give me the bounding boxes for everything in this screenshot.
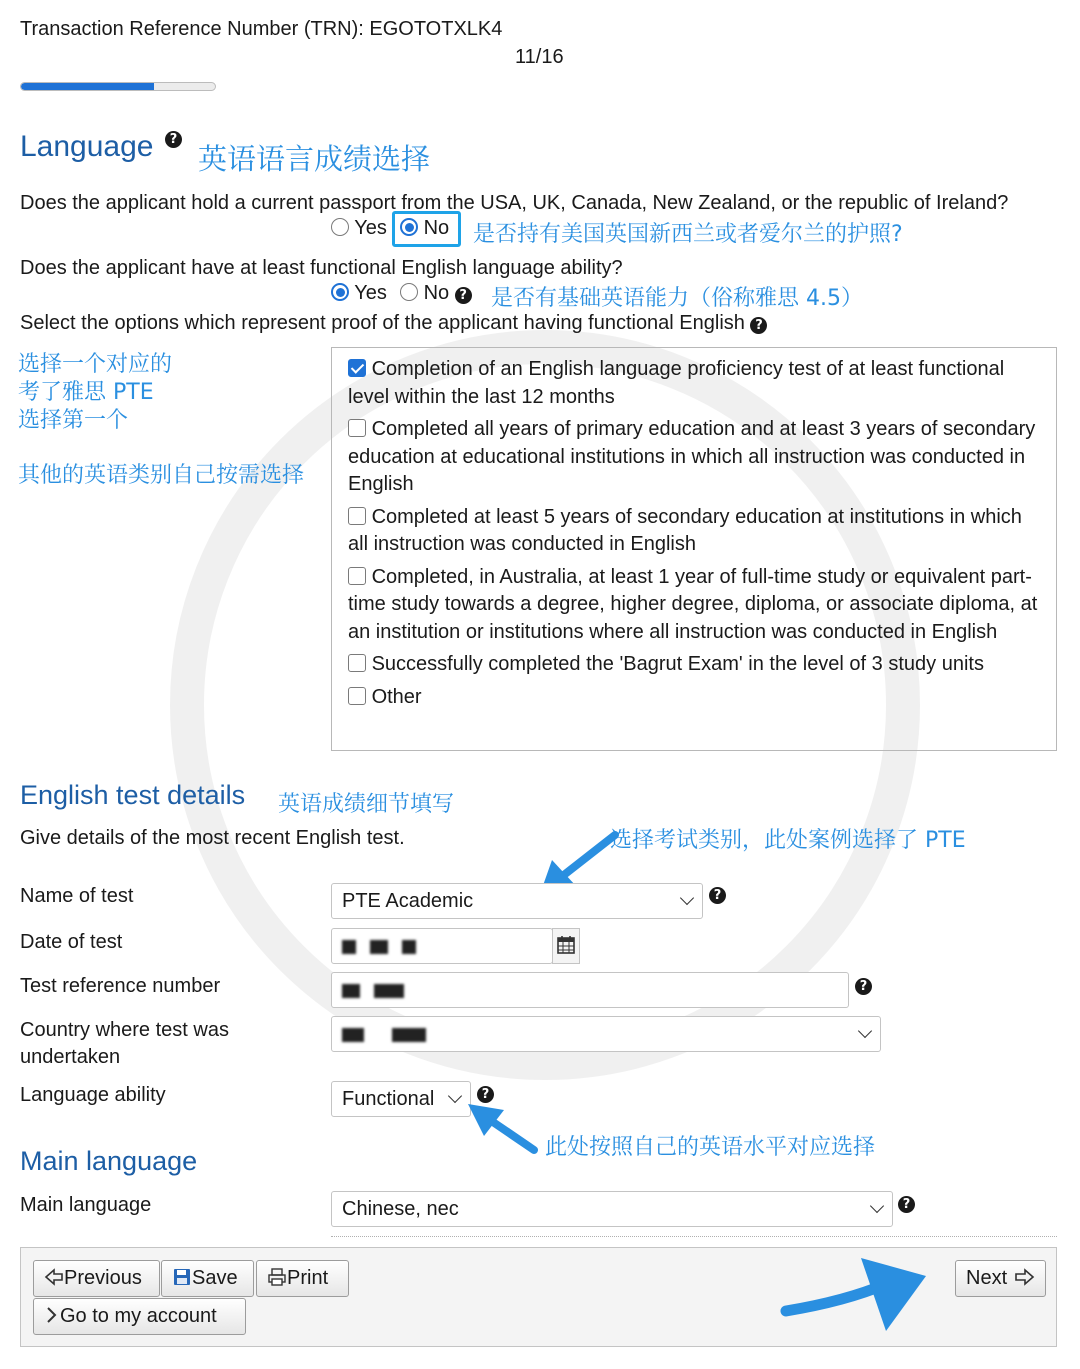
redacted-text — [374, 984, 404, 998]
chevron-down-icon — [858, 1024, 872, 1038]
progress-bar — [20, 82, 216, 91]
english-test-title: English test details — [20, 780, 246, 810]
english-test-intro: Give details of the most recent English test. — [20, 827, 405, 849]
proof-label-text: Select the options which represent proof of the applicant having functional English — [20, 312, 745, 334]
proof-option[interactable] — [348, 416, 1042, 499]
passport-no-radio[interactable] — [400, 218, 418, 236]
functional-annotation: 是否有基础英语能力（俗称雅思 4.5） — [491, 286, 863, 311]
test-date-label: Date of test — [20, 931, 123, 953]
chevron-right-icon — [44, 1306, 60, 1324]
checkbox[interactable] — [348, 687, 366, 705]
print-label: Print — [287, 1267, 329, 1289]
go-to-account-button[interactable] — [33, 1298, 246, 1335]
ability-select[interactable] — [331, 1081, 471, 1117]
english-test-annotation: 英语成绩细节填写 — [278, 792, 455, 817]
redacted-text — [370, 940, 388, 954]
proof-help-icon[interactable]: ? — [750, 317, 767, 334]
side-annotation-1: 选择一个对应的 — [18, 352, 173, 377]
option-label: Completion of an English language proficiency test of at least functional level within the last 12 months — [348, 358, 1005, 408]
main-language-label: Main language — [20, 1194, 152, 1216]
option-label: Other — [371, 685, 422, 708]
proof-option[interactable] — [348, 651, 1042, 679]
test-name-help-icon[interactable]: ? — [709, 887, 726, 904]
arrow-icon — [776, 1256, 936, 1336]
passport-annotation: 是否持有美国英国新西兰或者爱尔兰的护照? — [473, 222, 903, 247]
proof-options-box — [331, 347, 1057, 751]
ability-help-icon[interactable]: ? — [477, 1086, 494, 1103]
checkbox[interactable] — [348, 507, 366, 525]
checkbox[interactable] — [348, 654, 366, 672]
chevron-down-icon — [870, 1199, 884, 1213]
proof-option[interactable] — [348, 504, 1042, 559]
ability-label: Language ability — [20, 1084, 166, 1106]
next-label: Next — [966, 1267, 1008, 1289]
language-title: Language — [20, 130, 154, 163]
test-type-annotation: 选择考试类别，此处案例选择了 PTE — [610, 828, 966, 853]
functional-yes-radio[interactable] — [331, 283, 349, 301]
test-name-select[interactable] — [331, 883, 703, 919]
button-bar — [20, 1247, 1057, 1347]
proof-label — [20, 310, 767, 337]
redacted-text — [342, 940, 356, 954]
account-label: Go to my account — [60, 1305, 217, 1327]
passport-no-label: No — [423, 217, 450, 239]
functional-yes-option[interactable] — [331, 282, 387, 305]
previous-button[interactable] — [33, 1260, 160, 1297]
passport-question: Does the applicant hold a current passport from the USA, UK, Canada, New Zealand, or the republic of Ireland? — [20, 192, 1009, 214]
previous-label: Previous — [64, 1267, 142, 1289]
country-label-line2: undertaken — [20, 1046, 121, 1068]
test-name-value: PTE Academic — [342, 890, 474, 912]
checkbox[interactable] — [348, 419, 366, 437]
divider — [331, 1236, 1057, 1237]
country-label-line1: Country where test was — [20, 1019, 229, 1041]
redacted-text — [342, 1028, 364, 1042]
side-annotation-4: 其他的英语类别自己按需选择 — [18, 463, 305, 488]
floppy-disk-icon — [172, 1268, 192, 1286]
test-date-input[interactable] — [331, 928, 553, 964]
country-select[interactable] — [331, 1016, 881, 1052]
passport-yes-label: Yes — [354, 217, 387, 239]
main-language-select[interactable] — [331, 1191, 893, 1227]
passport-no-option[interactable] — [400, 217, 449, 240]
option-label: Completed all years of primary education and at least 3 years of secondary education at educational institutions in which all instruction was conducted in English — [348, 418, 1036, 495]
language-annotation: 英语语言成绩选择 — [198, 142, 431, 176]
chevron-down-icon — [680, 891, 694, 905]
functional-no-label: No — [423, 282, 450, 304]
ability-value: Functional — [342, 1088, 435, 1110]
printer-icon — [267, 1268, 287, 1286]
checkbox[interactable] — [348, 567, 366, 585]
side-annotation-3: 选择第一个 — [18, 408, 129, 433]
test-ref-label: Test reference number — [20, 975, 221, 997]
trn-text: Transaction Reference Number (TRN): EGOTOTXLK4 — [20, 18, 503, 40]
passport-yes-radio[interactable] — [331, 218, 349, 236]
save-label: Save — [192, 1267, 238, 1289]
redacted-text — [342, 984, 360, 998]
redacted-text — [402, 940, 416, 954]
test-ref-help-icon[interactable]: ? — [855, 978, 872, 995]
language-help-icon[interactable]: ? — [165, 131, 182, 148]
arrow-right-icon — [1013, 1268, 1035, 1286]
main-language-help-icon[interactable]: ? — [898, 1196, 915, 1213]
calendar-button[interactable] — [552, 928, 580, 964]
calendar-icon — [553, 929, 579, 963]
functional-help-icon[interactable]: ? — [455, 287, 472, 304]
side-annotation-2: 考了雅思 PTE — [18, 380, 154, 405]
functional-no-option[interactable] — [400, 282, 472, 305]
test-ref-input[interactable] — [331, 972, 849, 1008]
option-label: Completed at least 5 years of secondary education at institutions in which all instruction was conducted in English — [348, 505, 1022, 555]
save-button[interactable] — [161, 1260, 254, 1297]
progress-fill — [21, 83, 154, 90]
arrow-left-icon — [44, 1268, 64, 1286]
next-button[interactable] — [955, 1260, 1046, 1297]
progress-text: 11/16 — [515, 46, 564, 68]
main-language-value: Chinese, nec — [342, 1198, 459, 1220]
checkbox[interactable] — [348, 359, 366, 377]
functional-question: Does the applicant have at least functional English language ability? — [20, 257, 623, 279]
print-button[interactable] — [256, 1260, 349, 1297]
option-label: Completed, in Australia, at least 1 year of full-time study or equivalent part-time study towards a degree, higher degree, diploma, or associate diploma, at an institution or institutions where all instruction was conducted in English — [348, 565, 1038, 643]
proof-option[interactable] — [348, 684, 1042, 712]
ability-annotation: 此处按照自己的英语水平对应选择 — [545, 1135, 876, 1160]
option-label: Successfully completed the 'Bagrut Exam' in the level of 3 study units — [371, 653, 984, 675]
main-language-title: Main language — [20, 1146, 198, 1176]
passport-yes-option[interactable] — [331, 217, 387, 240]
redacted-text — [392, 1028, 426, 1042]
country-label — [20, 1017, 229, 1071]
functional-no-radio[interactable] — [400, 283, 418, 301]
arrow-icon — [462, 1098, 542, 1160]
proof-option[interactable] — [348, 564, 1042, 647]
chevron-down-icon — [448, 1089, 462, 1103]
functional-yes-label: Yes — [354, 282, 387, 304]
test-name-label: Name of test — [20, 885, 134, 907]
proof-option[interactable] — [348, 356, 1042, 411]
